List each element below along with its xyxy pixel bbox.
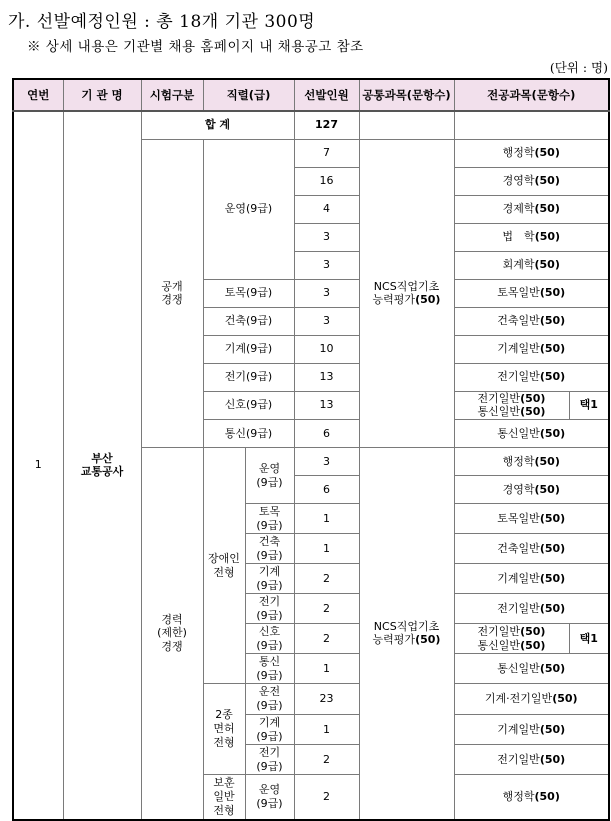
subject-count: (50) bbox=[539, 511, 566, 525]
ncs-line: NCS직업기초 bbox=[373, 619, 440, 633]
subject-name: 토목일반 bbox=[497, 511, 540, 525]
subject-name: 기계일반 bbox=[497, 722, 540, 736]
text-line: 경쟁 bbox=[161, 640, 183, 654]
cell-series: 건축(9급) bbox=[203, 307, 294, 335]
subject-name: 통신일반 bbox=[497, 426, 540, 440]
track-line: 면허 bbox=[213, 722, 235, 736]
subject-name: 경영학 bbox=[502, 174, 535, 188]
text-line: (제한) bbox=[157, 626, 187, 640]
ncs-text: 능력평가 bbox=[372, 633, 416, 647]
series-line: (9급) bbox=[256, 475, 283, 489]
subject-line bbox=[456, 392, 568, 406]
subject-name: 전기일반 bbox=[497, 370, 540, 384]
subject-count: (50) bbox=[539, 752, 566, 766]
subject-count: (50) bbox=[520, 638, 546, 652]
cell-series: 운영(9급) bbox=[203, 139, 294, 279]
cell-count: 23 bbox=[294, 684, 359, 715]
cell-count: 3 bbox=[294, 279, 359, 307]
cell-major-subject bbox=[454, 363, 609, 391]
cell-count: 3 bbox=[294, 448, 359, 476]
series-line: (9급) bbox=[256, 638, 283, 652]
subject-count: (50) bbox=[520, 405, 546, 419]
col-header-no: 연번 bbox=[13, 79, 63, 111]
cell-major-subject bbox=[454, 504, 609, 534]
series-line: 전기 bbox=[258, 745, 281, 759]
cell-total-value: 127 bbox=[294, 111, 359, 139]
subject-name: 토목일반 bbox=[497, 286, 540, 300]
subject-count: (50) bbox=[539, 601, 566, 615]
subject-name: 통신일반 bbox=[497, 661, 540, 675]
cell-series bbox=[245, 504, 294, 534]
subject-name: 행정학 bbox=[502, 146, 535, 160]
series-line: (9급) bbox=[256, 729, 283, 743]
subject-count: (50) bbox=[534, 789, 560, 803]
cell-common-subject bbox=[359, 139, 454, 448]
cell-track bbox=[203, 448, 245, 684]
table-header-row bbox=[13, 79, 609, 111]
subject-count: (50) bbox=[534, 454, 560, 468]
ncs-line bbox=[361, 633, 453, 647]
track-line: 2종 bbox=[215, 708, 233, 722]
series-line: 기계 bbox=[258, 715, 281, 729]
cell-series bbox=[245, 775, 294, 820]
subject-count: (50) bbox=[539, 286, 566, 300]
cell-major-subject bbox=[454, 715, 609, 745]
subject-name: 법 학 bbox=[502, 230, 535, 244]
subject-name: 경제학 bbox=[502, 202, 535, 216]
ncs-count: (50) bbox=[415, 633, 441, 647]
subject-count: (50) bbox=[539, 342, 566, 356]
subject-name: 기계일반 bbox=[497, 342, 540, 356]
cell-major-subject bbox=[454, 476, 609, 504]
cell-count: 1 bbox=[294, 534, 359, 564]
cell-series bbox=[245, 654, 294, 684]
series-line: 토목 bbox=[258, 504, 281, 518]
subject-count: (50) bbox=[534, 230, 561, 244]
col-header-org: 기 관 명 bbox=[63, 79, 141, 111]
cell-count: 16 bbox=[294, 167, 359, 195]
cell-count: 3 bbox=[294, 307, 359, 335]
cell-major-subject bbox=[454, 139, 609, 167]
subject-count: (50) bbox=[539, 426, 566, 440]
subject-line bbox=[456, 625, 568, 639]
cell-major-subject bbox=[454, 223, 609, 251]
text-line: 경쟁 bbox=[161, 293, 183, 307]
track-line: 전형 bbox=[213, 803, 235, 817]
cell-series: 전기(9급) bbox=[203, 363, 294, 391]
cell-major-subject bbox=[454, 684, 609, 715]
cell-series bbox=[245, 448, 294, 504]
col-header-count: 선발인원 bbox=[294, 79, 359, 111]
cell-count: 13 bbox=[294, 391, 359, 420]
cell-count: 2 bbox=[294, 775, 359, 820]
series-line: (9급) bbox=[256, 578, 283, 592]
cell-choice-one: 택1 bbox=[569, 624, 609, 654]
unit-label: (단위 : 명) bbox=[549, 60, 608, 75]
series-line: 기계 bbox=[258, 564, 281, 578]
subject-count: (50) bbox=[534, 482, 560, 496]
subject-name: 기계일반 bbox=[497, 571, 540, 585]
recruitment-table bbox=[12, 78, 610, 821]
track-line: 전형 bbox=[213, 735, 235, 749]
cell-exam-type-career bbox=[141, 448, 203, 820]
cell-major-subject bbox=[454, 654, 609, 684]
track-line: 보훈 bbox=[213, 776, 235, 790]
subject-name: 기계·전기일반 bbox=[484, 692, 553, 706]
subject-name: 전기일반 bbox=[497, 601, 540, 615]
subject-name: 전기일반 bbox=[477, 391, 521, 405]
subject-count: (50) bbox=[539, 722, 566, 736]
cell-count: 13 bbox=[294, 363, 359, 391]
series-line: 신호 bbox=[258, 624, 281, 638]
cell-series bbox=[245, 624, 294, 654]
series-line: (9급) bbox=[256, 668, 283, 682]
cell-choice-one: 택1 bbox=[569, 391, 609, 420]
cell-count: 7 bbox=[294, 139, 359, 167]
subject-count: (50) bbox=[534, 146, 560, 160]
table-row bbox=[13, 111, 609, 139]
subject-count: (50) bbox=[534, 258, 560, 272]
cell-count: 4 bbox=[294, 195, 359, 223]
cell-total-label: 합 계 bbox=[141, 111, 294, 139]
series-line: (9급) bbox=[256, 608, 283, 622]
cell-count: 6 bbox=[294, 420, 359, 448]
subject-count: (50) bbox=[534, 174, 560, 188]
cell-series: 신호(9급) bbox=[203, 391, 294, 420]
cell-series: 토목(9급) bbox=[203, 279, 294, 307]
cell-count: 2 bbox=[294, 564, 359, 594]
series-line: 통신 bbox=[258, 654, 281, 668]
cell-series bbox=[245, 684, 294, 715]
col-header-series: 직렬(급) bbox=[203, 79, 294, 111]
text-line: 공개 bbox=[161, 279, 183, 293]
subject-count: (50) bbox=[539, 314, 566, 328]
subject-name: 전기일반 bbox=[497, 752, 540, 766]
cell-count: 1 bbox=[294, 504, 359, 534]
cell-major-subject bbox=[454, 534, 609, 564]
cell-track bbox=[203, 775, 245, 820]
cell-count: 2 bbox=[294, 624, 359, 654]
col-header-exam-type: 시험구분 bbox=[141, 79, 203, 111]
series-line: (9급) bbox=[256, 796, 283, 810]
subject-count: (50) bbox=[539, 571, 566, 585]
subject-count: (50) bbox=[552, 692, 578, 706]
cell-org-no: 1 bbox=[13, 111, 63, 820]
subject-name: 행정학 bbox=[502, 454, 535, 468]
subject-line bbox=[456, 405, 568, 419]
ncs-line bbox=[361, 293, 453, 307]
ncs-line: NCS직업기초 bbox=[373, 279, 440, 293]
series-line: 운전 bbox=[258, 685, 281, 699]
cell-count: 2 bbox=[294, 594, 359, 624]
series-line: 전기 bbox=[258, 594, 281, 608]
subject-count: (50) bbox=[534, 202, 560, 216]
cell-major-subject bbox=[454, 448, 609, 476]
cell-major-subject bbox=[454, 195, 609, 223]
cell-major-subject-choice bbox=[454, 391, 569, 420]
cell-count: 3 bbox=[294, 251, 359, 279]
cell-major-subject bbox=[454, 775, 609, 820]
org-name-line: 부산 bbox=[91, 451, 113, 465]
subject-name: 통신일반 bbox=[477, 638, 521, 652]
track-line: 전형 bbox=[213, 565, 235, 579]
cell-major-subject bbox=[454, 279, 609, 307]
subject-name: 회계학 bbox=[502, 258, 535, 272]
cell-count: 10 bbox=[294, 335, 359, 363]
cell-major-subject bbox=[454, 251, 609, 279]
cell-org-name bbox=[63, 111, 141, 820]
ncs-count: (50) bbox=[415, 293, 441, 307]
subject-count: (50) bbox=[539, 661, 566, 675]
cell-series bbox=[245, 715, 294, 745]
cell-major-subject bbox=[454, 335, 609, 363]
track-line: 장애인 bbox=[208, 551, 240, 565]
cell-major-subject bbox=[454, 594, 609, 624]
cell-series: 통신(9급) bbox=[203, 420, 294, 448]
col-header-major: 전공과목(문항수) bbox=[454, 79, 609, 111]
org-name-line: 교통공사 bbox=[80, 465, 124, 479]
subject-name: 건축일반 bbox=[497, 541, 540, 555]
series-line: 건축 bbox=[258, 534, 281, 548]
reference-note: ※ 상세 내용은 기관별 채용 홈페이지 내 채용공고 참조 bbox=[27, 39, 364, 55]
subject-count: (50) bbox=[539, 541, 566, 555]
subject-name: 통신일반 bbox=[477, 405, 521, 419]
cell-series bbox=[245, 564, 294, 594]
cell-series bbox=[245, 594, 294, 624]
ncs-text: 능력평가 bbox=[372, 293, 416, 307]
cell-series: 기계(9급) bbox=[203, 335, 294, 363]
cell-series bbox=[245, 745, 294, 775]
subject-count: (50) bbox=[539, 370, 566, 384]
page-title: 가. 선발예정인원 : 총 18개 기관 300명 bbox=[8, 12, 316, 32]
subject-name: 행정학 bbox=[502, 789, 535, 803]
cell-major-subject bbox=[454, 307, 609, 335]
series-line: 운영 bbox=[258, 783, 281, 796]
subject-line bbox=[456, 639, 568, 653]
cell-common-subject bbox=[359, 448, 454, 820]
cell-count: 1 bbox=[294, 654, 359, 684]
cell-track bbox=[203, 684, 245, 775]
cell-count: 2 bbox=[294, 745, 359, 775]
series-line: (9급) bbox=[256, 548, 283, 562]
cell-count: 3 bbox=[294, 223, 359, 251]
cell-count: 6 bbox=[294, 476, 359, 504]
cell-major-subject-choice bbox=[454, 624, 569, 654]
cell-exam-type-open bbox=[141, 139, 203, 448]
subject-name: 건축일반 bbox=[497, 314, 540, 328]
subject-count: (50) bbox=[520, 624, 546, 638]
subject-name: 전기일반 bbox=[477, 624, 521, 638]
track-line: 일반 bbox=[213, 789, 235, 803]
cell-common-empty bbox=[359, 111, 454, 139]
cell-count: 1 bbox=[294, 715, 359, 745]
series-line: (9급) bbox=[256, 699, 283, 712]
col-header-common: 공통과목(문항수) bbox=[359, 79, 454, 111]
series-line: 운영 bbox=[258, 461, 281, 475]
cell-major-subject bbox=[454, 564, 609, 594]
cell-series bbox=[245, 534, 294, 564]
series-line: (9급) bbox=[256, 759, 283, 773]
cell-major-empty bbox=[454, 111, 609, 139]
subject-name: 경영학 bbox=[502, 482, 535, 496]
series-line: (9급) bbox=[256, 518, 283, 532]
text-line: 경력 bbox=[161, 612, 183, 626]
cell-major-subject bbox=[454, 167, 609, 195]
cell-major-subject bbox=[454, 420, 609, 448]
cell-major-subject bbox=[454, 745, 609, 775]
subject-count: (50) bbox=[520, 391, 546, 405]
